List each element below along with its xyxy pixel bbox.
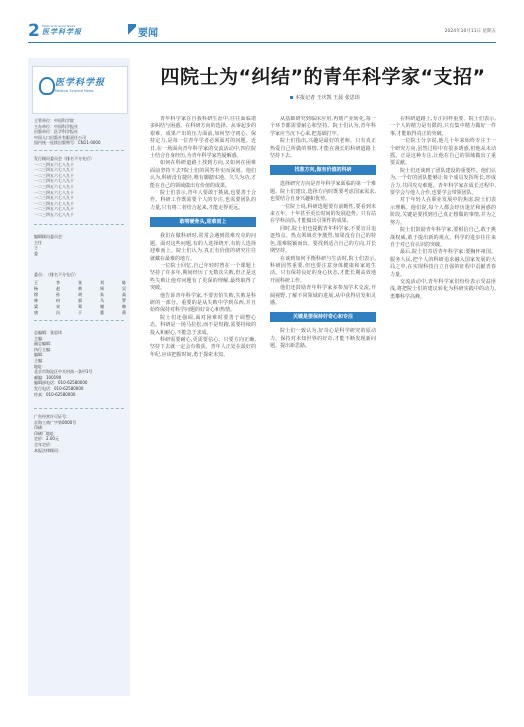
article-paragraph: 一位院士说,科研选题要有前瞻性,要看到未来五年、十年甚至更长时间的发展趋势。只有站在学科前沿,才能做出引领性的成果。 xyxy=(270,203,376,225)
editorial-line: 主 xyxy=(34,245,38,251)
article-paragraph: 在谈到如何平衡科研与生活时,院士们表示,科研固然重要,但也要注意身体健康和家庭生活。只有保持良好的身心状态,才能长期高效地开展科研工作。 xyxy=(270,255,376,284)
subheading-1: 敢啃硬骨头,迎难而上 xyxy=(150,217,256,227)
article-paragraph: 一位院士分享说,他几十年来始终专注于一个研究方向,虽然过程中有很多诱惑,但他从未动摇。正是这种专注,让他在自己的领域做出了重要贡献。 xyxy=(390,138,496,167)
advisory-member-line: 一二三四五六七八九十 xyxy=(34,167,74,173)
staff-line: 主编： xyxy=(34,357,46,363)
advisory-member-line: 一二三四五六七八九十 xyxy=(34,178,74,184)
committee-member: 梁 xyxy=(34,304,38,309)
committee-member: 董 xyxy=(100,310,104,315)
staff-line: 编辑部电话：010-62580000 xyxy=(34,380,88,386)
committee-member: 何 xyxy=(56,298,60,303)
committee-member: 唐 xyxy=(34,310,38,315)
article-paragraph: 对于年轻人在职业发展中的焦虑,院士们表示理解。他们说,每个人都会经历迷茫和困惑的阶段,关键是要找到自己真正想做的事情,并为之努力。 xyxy=(390,197,496,226)
masthead-english: Medical Science News xyxy=(42,24,76,28)
editorial-committee xyxy=(34,234,126,256)
logo-chinese: 医学科学报 xyxy=(55,78,106,88)
logo-icon xyxy=(39,77,55,95)
committee-member: 马 xyxy=(100,298,104,303)
article-byline xyxy=(290,94,430,101)
article-column-2 xyxy=(270,116,376,696)
article-paragraph: 交流活动中,青年科学家们纷纷表示受益匪浅,将把院士们的建议转化为科研实践中的动力,勇攀科学高峰。 xyxy=(390,278,496,300)
masthead xyxy=(42,25,82,37)
staff-line: 邮编：100190 xyxy=(34,374,62,380)
article-paragraph: 科研需要耐心,更需要信心。只要方向正确,坚持下去就一定会有收获。青年人正处在最好的年纪,应该把握时间,勇于探索未知。 xyxy=(150,336,256,358)
committee-grid xyxy=(34,280,126,316)
article-paragraph: 我们在做科研时,常常会遇到很难攻克的问题。面对这些问题,有的人选择绕开,有的人选择迎难而上。院士们认为,真正有价值的研究往往就藏在最难的地方。 xyxy=(150,233,256,262)
staff-line: 发行电话：010-62580000 xyxy=(34,385,84,391)
publisher-info-line: 中国人口出版社有限责任公司 xyxy=(34,134,86,140)
committee-title: 委员：（排名不分先后） xyxy=(34,272,78,277)
article-paragraph: 在科研道路上,专注同样重要。院士们表示,一个人的精力是有限的,只有集中精力做好一件事,才能取得真正的突破。 xyxy=(390,116,496,137)
staff-line: 总编辑：张思玮 xyxy=(34,330,62,335)
article-paragraph: 院士们一致认为,好奇心是科学研究的原动力。保持对未知世界的好奇,才能不断发现新问题、提出新思路。 xyxy=(270,328,376,350)
article-paragraph: 院士们鼓励青年科学家,要相信自己,敢于挑战权威,敢于提出新的观点。科学的进步往往来自于对已有认识的突破。 xyxy=(390,227,496,248)
article-paragraph: 如何在科研道路上找到方向,又如何在困难面前坚持下去?院士们的回答朴实而深刻。他们认为,科研没有捷径,唯有脚踏实地、久久为功,才能在自己的领域做出有价值的成果。 xyxy=(150,160,256,189)
section-title: 要闻 xyxy=(138,28,158,39)
print-line: 本报法律顾问： xyxy=(34,447,62,453)
committee-member: 郑 xyxy=(78,304,82,309)
article-paragraph: 从基础研究到临床应用,再到产业转化,每一个环节都需要耐心和坚持。院士们认为,青年科学家应当沉下心来,把基础打牢。 xyxy=(270,116,376,137)
article-paragraph: 同时,院士们也提醒青年科学家,不要盲目追逐热点。热点领域竞争激烈,如果没有自己的特色,很难脱颖而出。要找到适合自己的方向,并长期坚持。 xyxy=(270,225,376,255)
committee-member: 李 xyxy=(56,280,60,285)
staff-line: 北京市海淀区中关村南一条甲1号 xyxy=(34,369,93,375)
staff-line: 编辑： xyxy=(34,352,46,358)
committee-member: 冯 xyxy=(56,310,60,315)
advisory-member-line: 一二三四五六七八九十 xyxy=(34,183,74,189)
article-paragraph: 院士们还强调,面对困难时要善于调整心态。科研是一场马拉松,而不是短跑,需要持续的投入和耐心,不能急于求成。 xyxy=(150,314,256,336)
staff-info xyxy=(34,330,126,397)
print-line: 全年定价： xyxy=(34,441,54,447)
article-paragraph: 最后,院士们寄语青年科学家:要胸怀祖国、服务人民,把个人的科研追求融入国家发展的大局之中,在实现科技自立自强的征程中贡献青春力量。 xyxy=(390,249,496,278)
divider xyxy=(34,408,124,409)
staff-line: 执行主编： xyxy=(34,346,54,352)
article-paragraph: 选择研究方向是青年科学家面临的第一个难题。院士们建议,选择方向时既要考虑国家需求,也要结合自身兴趣和优势。 xyxy=(270,181,376,203)
committee-member: 黄 xyxy=(78,286,82,291)
committee-member: 吴 xyxy=(122,286,126,291)
page-header xyxy=(28,21,496,43)
publisher-info-line: 出版单位：医学科学报社 xyxy=(34,129,78,135)
committee-member: 宋 xyxy=(56,304,60,309)
committee-member: 胡 xyxy=(78,292,82,297)
editorial-title: 编辑顾问委员会： xyxy=(34,234,66,239)
subheading-2: 找准方向,做有价值的科研 xyxy=(270,165,376,175)
committee-member: 萧 xyxy=(122,310,126,315)
masthead-chinese: 医学科学报 xyxy=(42,28,82,36)
date-line: 2024年10月11日 星期五 xyxy=(444,29,496,34)
committee-member: 张 xyxy=(78,280,82,285)
print-line: 京海工商广字第0000号 xyxy=(34,419,77,425)
advisory-member-line: 一二三四五六七八九十 xyxy=(34,189,74,195)
divider xyxy=(34,150,124,151)
staff-line: 主编： xyxy=(34,335,46,341)
committee-row xyxy=(34,310,126,316)
article-paragraph: 青年科学家在自我科研生涯中,往往面临诸多纠结与困惑。在科研方向的选择、从零起步的艰难、成果产出的压力面前,如何坚守初心、保持定力,是每一位青年学者必须面对的问题。近日,在一场面向青年科学家的交流活动中,四位院士结合自身经历,为青年科学家答疑解惑。 xyxy=(150,116,256,160)
section-marker-icon xyxy=(128,24,136,38)
logo-english: Medical Science News xyxy=(55,89,94,93)
article-paragraph: 他告诉青年科学家,不要害怕失败,失败是科研的一部分。重要的是从失败中学到东西,并且始终保持对科学问题的好奇心和热情。 xyxy=(150,292,256,314)
committee-member: 徐 xyxy=(34,292,38,297)
byline-marker-icon xyxy=(290,96,293,99)
committee-member: 于 xyxy=(78,310,82,315)
article-paragraph: 院士们还谈到了团队建设的重要性。他们认为,一个好的团队能够让每个成员发挥所长,形成合力,共同攻克难题。青年科学家在成长过程中,要学会与他人合作,也要学会带领团队。 xyxy=(390,167,496,197)
article-paragraph: 院士们表示,青年人要敢于挑战,也要善于合作。科研工作既需要个人的专注,也需要团队的力量,只有将二者结合起来,才能走得更远。 xyxy=(150,190,256,211)
committee-member: 陈 xyxy=(122,280,126,285)
page-number: 2 xyxy=(28,21,40,41)
staff-line: 副总编辑： xyxy=(34,341,54,347)
committee-member: 谢 xyxy=(100,304,104,309)
divider xyxy=(34,320,124,321)
subheading-3: 关键是要保持好奇心和专注 xyxy=(270,312,376,322)
publisher-info-line: 主管单位：中国科学院 xyxy=(34,118,74,123)
byline-text: 本报记者 王庆凯 王晨 张思玮 xyxy=(295,95,360,101)
committee-member: 韩 xyxy=(122,304,126,309)
committee-member: 郭 xyxy=(78,298,82,303)
staff-line: 地址： xyxy=(34,363,46,369)
advisory-board-title: 发行顾问委员会（排名不分先后） xyxy=(34,156,94,161)
editorial-line: 委 xyxy=(34,250,38,256)
publisher-info-line: 主办单位：中国科学报社 xyxy=(34,123,78,129)
advisory-member-line: 一二三四五六七八九十 xyxy=(34,211,74,217)
committee-member: 孙 xyxy=(56,292,60,297)
print-line: 广告经营许可证号： xyxy=(34,414,70,419)
article-headline: 四院士为“纠结”的青年科学家“支招” xyxy=(160,66,486,88)
staff-line: 传真：010-62580000 xyxy=(34,391,76,397)
advisory-member-line: 一二三四五六七八九十 xyxy=(34,195,74,201)
committee-member: 罗 xyxy=(122,298,126,303)
print-info xyxy=(34,414,126,453)
committee-member: 王 xyxy=(34,280,38,285)
print-line: 定价：2.00元 xyxy=(34,436,59,442)
advisory-member-line: 一二三四五六七八九十 xyxy=(34,206,74,212)
editorial-line: 主任 xyxy=(34,239,42,245)
committee-member: 刘 xyxy=(100,280,104,285)
committee-member: 高 xyxy=(122,292,126,297)
advisory-member-line: 一二三四五六七八九十 xyxy=(34,161,74,167)
committee-member: 林 xyxy=(34,298,38,303)
print-line: 印刷： xyxy=(34,425,46,431)
committee-member: 周 xyxy=(100,286,104,291)
article-paragraph: 院士们指出,兴趣是最好的老师。只有真正热爱自己所做的事情,才能在漫长的科研道路上坚持下去。 xyxy=(270,138,376,160)
committee-member: 杨 xyxy=(34,286,38,291)
article-paragraph: 他们还鼓励青年科学家多参加学术交流,开阔视野,了解不同领域的进展,从中获得启发和灵感。 xyxy=(270,285,376,306)
print-line: 印刷厂地址： xyxy=(34,430,58,436)
publisher-info-line: 国内统一连续出版物号：CN11-0000 xyxy=(34,140,101,146)
article-paragraph: 一位院士回忆,自己年轻时曾在一个课题上坚持了许多年,期间经历了无数次失败,但正是这些失败让他对问题有了更深的理解,最终取得了突破。 xyxy=(150,262,256,292)
advisory-board xyxy=(34,156,126,218)
committee-member: 赵 xyxy=(56,286,60,291)
publisher-info xyxy=(34,118,126,146)
article-column-3 xyxy=(390,116,496,696)
advisory-member-line: 一二三四五六七八九十 xyxy=(34,200,74,206)
advisory-member-line: 一二三四五六七八九十 xyxy=(34,172,74,178)
logo-box xyxy=(32,66,128,114)
committee-member: 朱 xyxy=(100,292,104,297)
sidebar-masthead-info xyxy=(28,58,130,696)
article-column-1 xyxy=(150,116,256,696)
divider xyxy=(34,224,124,225)
